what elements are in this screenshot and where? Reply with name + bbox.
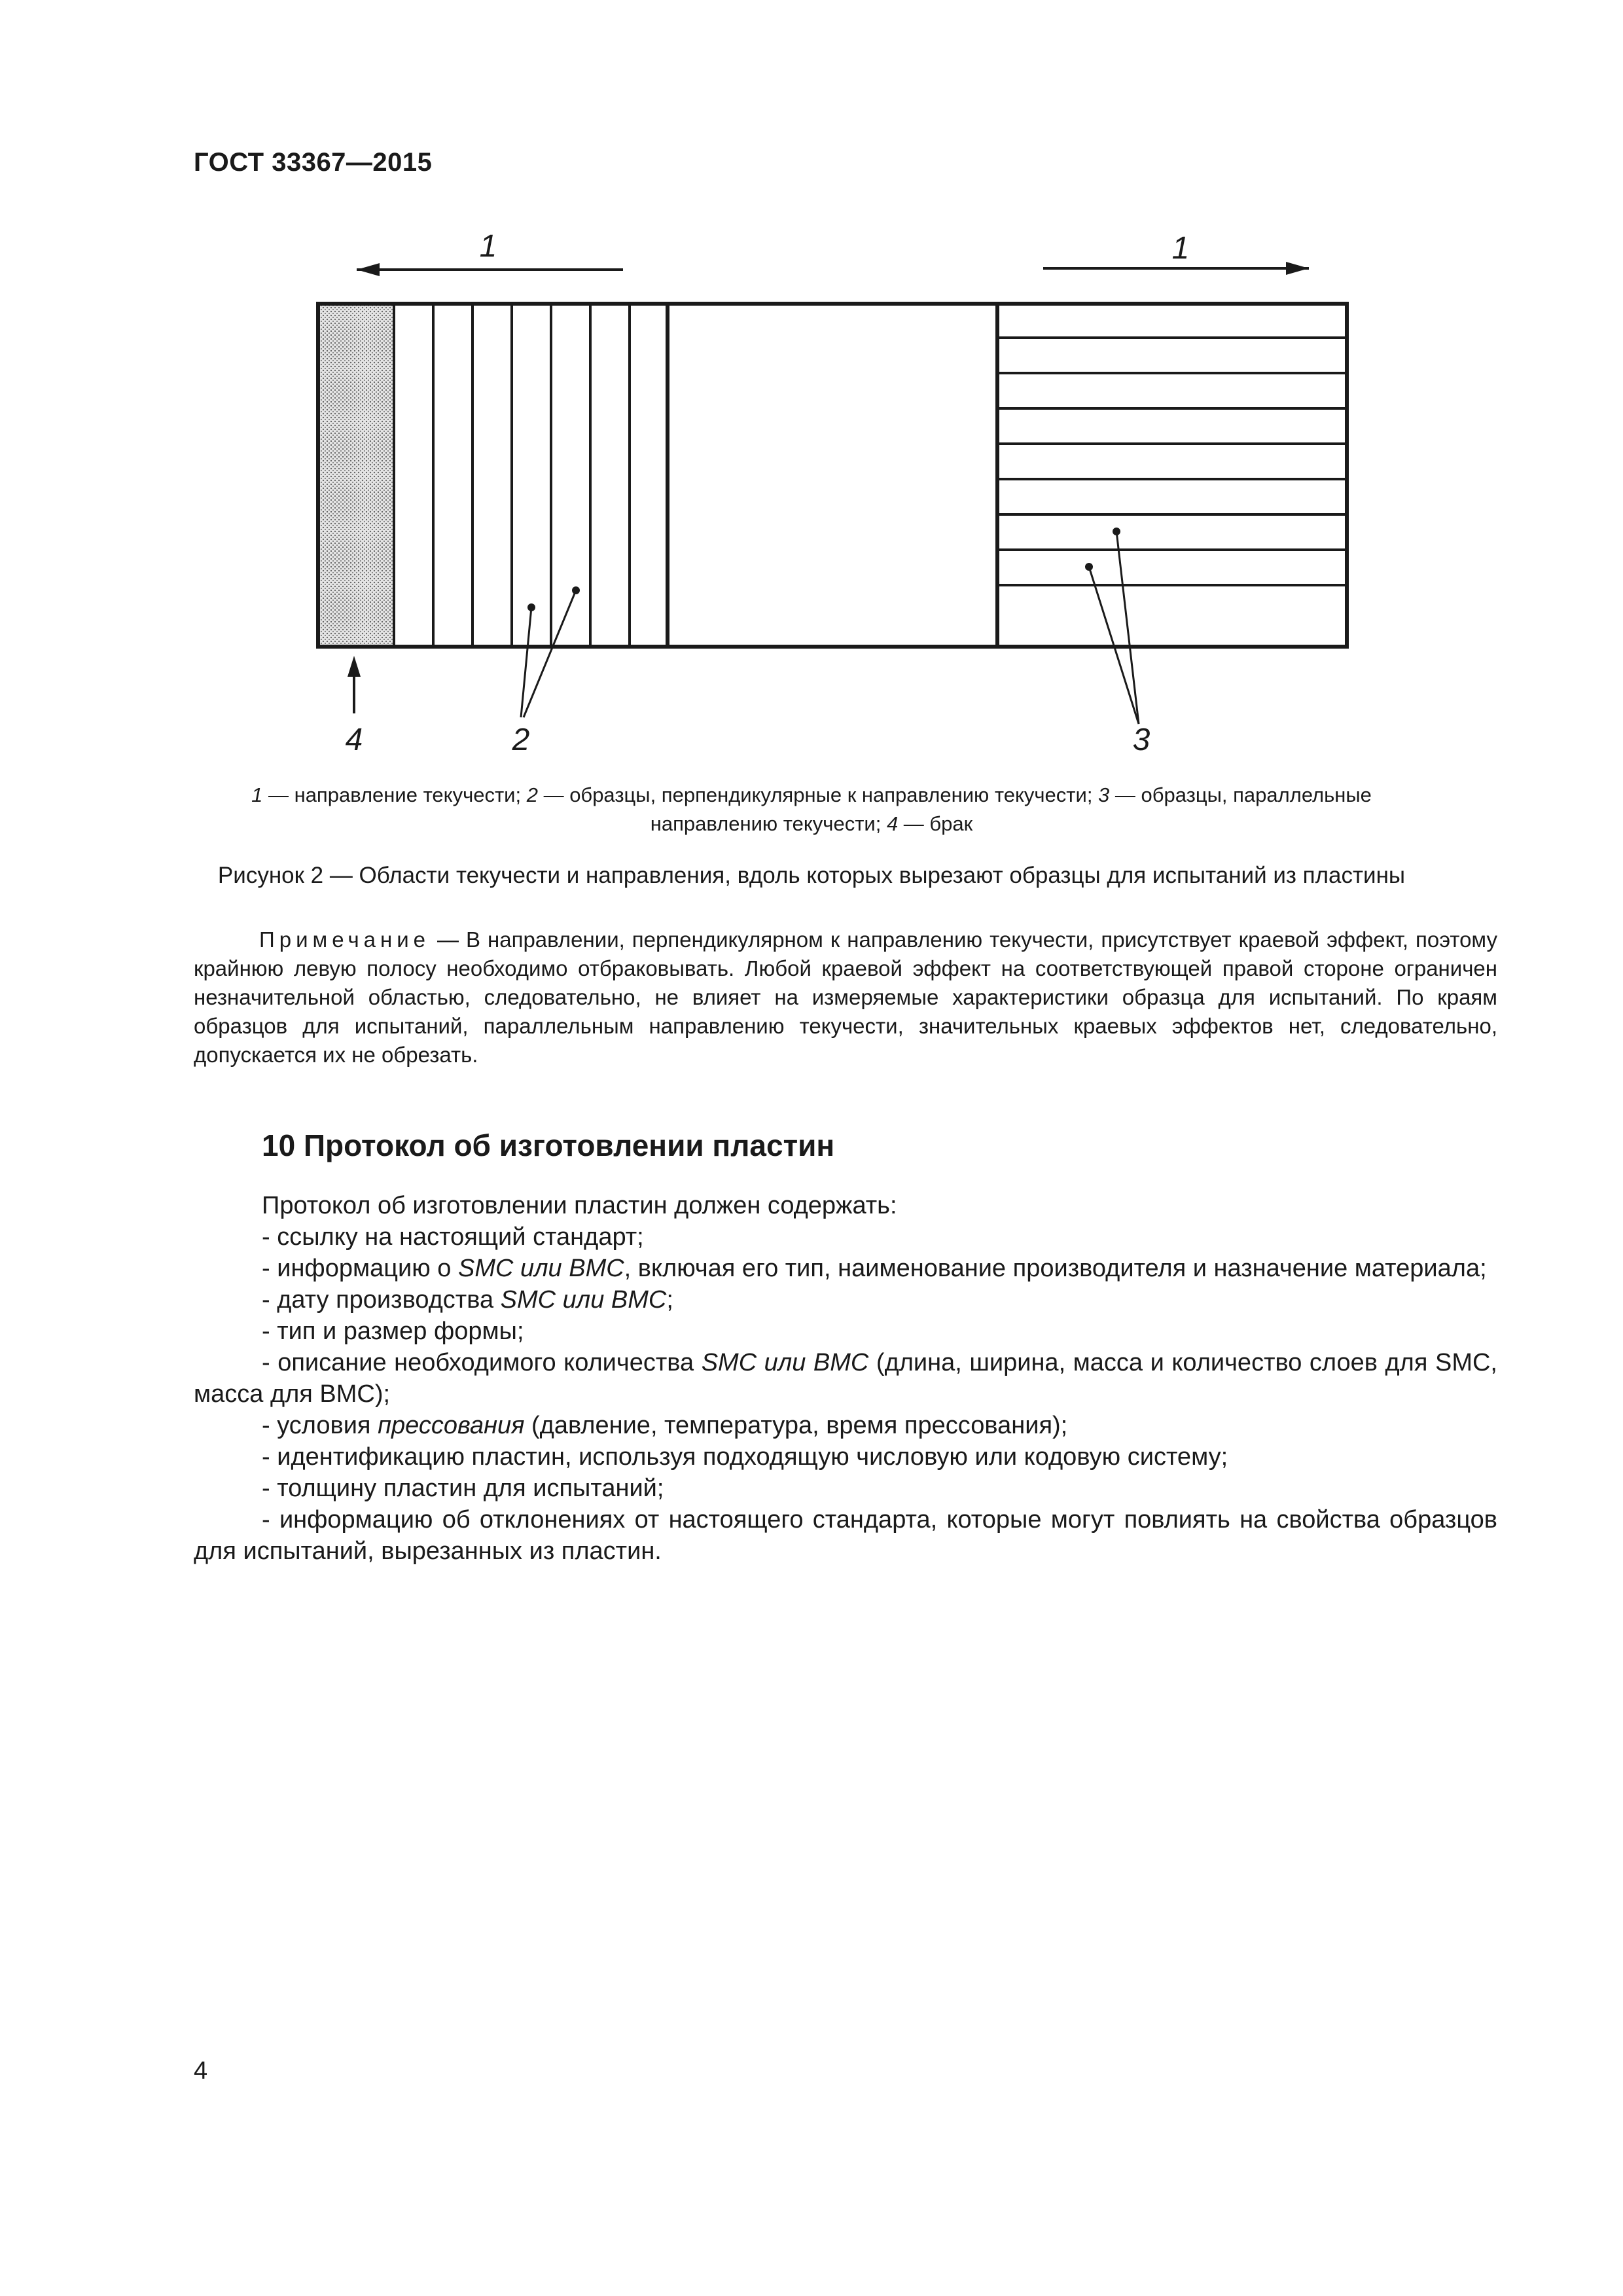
- list-item: - идентификацию пластин, используя подходящую числовую или кодовую систему;: [262, 1443, 1228, 1471]
- note-text: — В направлении, перпендикулярном к направлению текучести, присутствует краевой эффект, поэтому крайнюю левую полосу необходимо отбраковывать. Любой краевой эффект на соответствующей правой стороне ограничен незначительной областью, следовательно, не влияет на измеряемые характеристики образца для испытаний. По краям образцов для испытаний, параллельным направлению текучести, значительных краевых эффектов нет, следовательно, допускается их не обрезать.: [194, 927, 1497, 1067]
- plate-cutting-figure: [0, 0, 1623, 785]
- figure-label-4: 4: [345, 723, 363, 757]
- section-body: [194, 1190, 1497, 1567]
- figure-caption: Рисунок 2 — Области текучести и направления, вдоль которых вырезают образцы для испытаний из пластины: [217, 863, 1406, 888]
- document-header: ГОСТ 33367—2015: [194, 148, 433, 177]
- list-item-emphasis: SMC или BMC: [457, 1255, 624, 1282]
- legend-num-4: 4: [886, 812, 899, 835]
- perpendicular-sample-strips: [394, 304, 630, 647]
- legend-text-2: — образцы, перпендикулярные к направлению текучести;: [537, 783, 1099, 806]
- legend-text-3: — образцы, параллельные направлению текучести;: [650, 783, 1372, 835]
- page-number: 4: [194, 2057, 208, 2085]
- list-item-text: - описание необходимого количества: [262, 1349, 702, 1376]
- list-item: [194, 1284, 1497, 1316]
- leader-lines-3: [1085, 528, 1139, 724]
- list-item: - ссылку на настоящий стандарт;: [262, 1223, 644, 1251]
- section-intro: Протокол об изготовлении пластин должен содержать:: [262, 1192, 897, 1219]
- list-item-text: , включая его тип, наименование производителя и назначение материала;: [624, 1255, 1487, 1282]
- section-title: 10 Протокол об изготовлении пластин: [262, 1128, 835, 1162]
- list-item-emphasis: SMC или BMC: [701, 1349, 869, 1376]
- list-item-text: (длина, ширина, масса и количество слоев для SMC, масса для BMC);: [194, 1349, 1497, 1408]
- list-item-text: (давление, температура, время прессования);: [524, 1412, 1068, 1439]
- figure-label-2: 2: [512, 723, 530, 757]
- figure-label-1-right: 1: [1171, 231, 1190, 266]
- list-item: [194, 1253, 1497, 1284]
- list-item: - информацию об отклонениях от настоящего стандарта, которые могут повлиять на свойства образцов для испытаний, вырезанных из пластин.: [194, 1506, 1497, 1565]
- list-item: - тип и размер формы;: [262, 1318, 524, 1345]
- legend-text-4: — брак: [898, 812, 973, 835]
- reject-strip: [318, 304, 394, 647]
- list-item-text: - информацию о: [262, 1255, 458, 1282]
- figure-label-1-left: 1: [479, 229, 497, 264]
- legend-text-1: — направление текучести;: [262, 783, 527, 806]
- list-item: [194, 1347, 1497, 1410]
- list-item: - толщину пластин для испытаний;: [262, 1475, 664, 1502]
- list-item-text: ;: [666, 1286, 673, 1314]
- parallel-sample-strips: [997, 338, 1347, 585]
- figure-legend: [194, 781, 1429, 838]
- list-item-text: - дату производства: [262, 1286, 501, 1314]
- list-item-emphasis: прессования: [378, 1412, 525, 1439]
- list-item-text: - условия: [262, 1412, 378, 1439]
- legend-num-2: 2: [526, 783, 538, 806]
- reject-pointer-arrow: [348, 656, 361, 713]
- figure-label-3: 3: [1132, 723, 1150, 757]
- list-item-emphasis: SMC или BMC: [500, 1286, 667, 1314]
- note-paragraph: [194, 925, 1497, 1069]
- flow-arrow-left: [357, 263, 623, 276]
- legend-num-3: 3: [1098, 783, 1110, 806]
- legend-num-1: 1: [251, 783, 263, 806]
- note-label: Примечание: [259, 927, 431, 952]
- list-item: [194, 1410, 1497, 1441]
